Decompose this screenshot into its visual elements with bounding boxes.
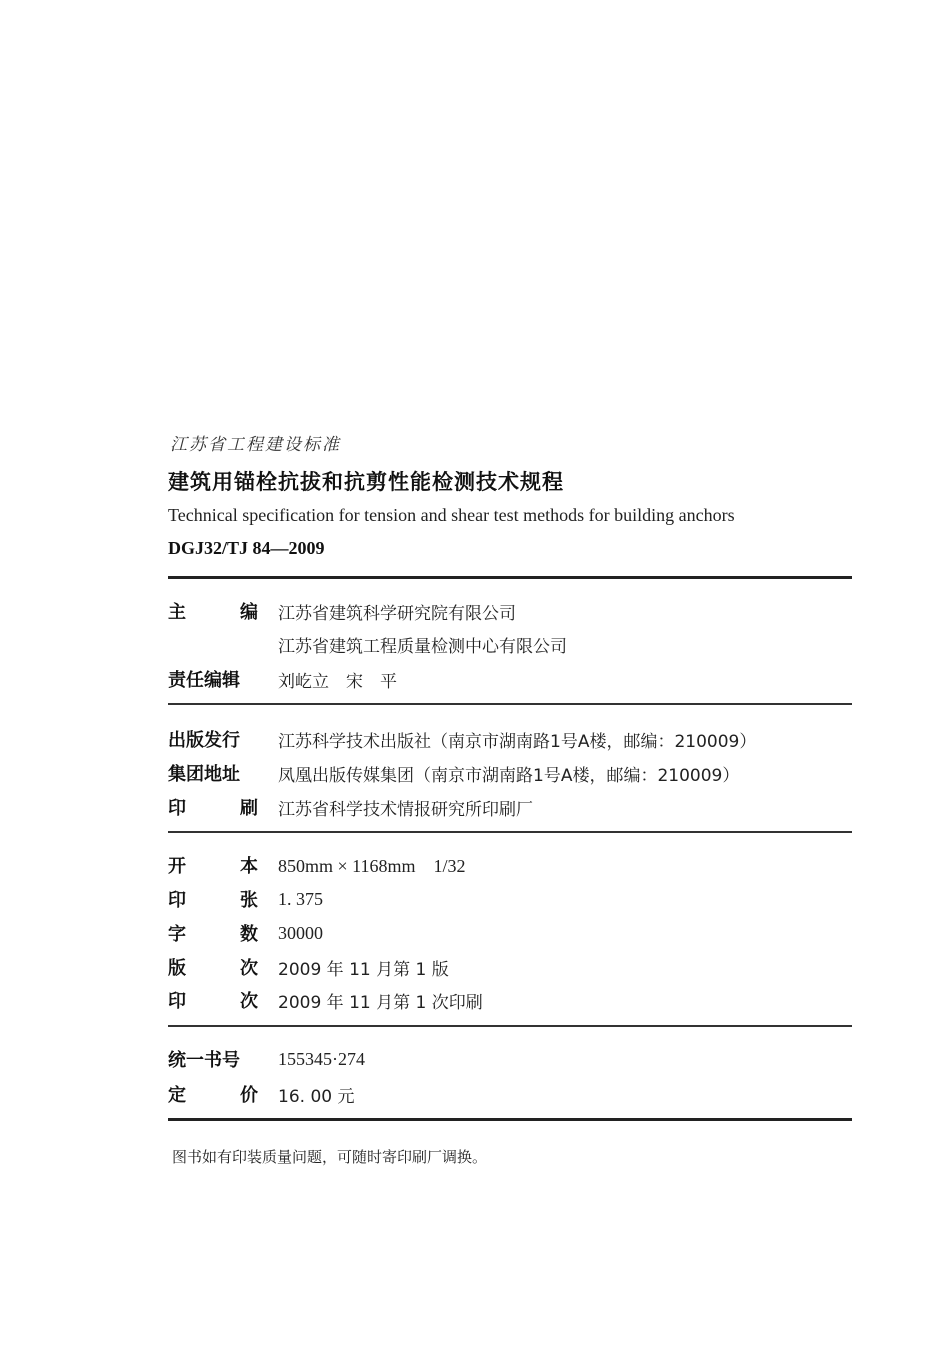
printing-row <box>168 987 483 1013</box>
label-char: 本 <box>240 856 258 877</box>
format-row <box>168 852 466 878</box>
label-char: 刷 <box>240 798 258 819</box>
printer-value: 江苏省科学技术情报研究所印刷厂 <box>278 799 533 820</box>
price-value: 16. 00 元 <box>278 1086 355 1107</box>
label-char: 价 <box>240 1085 258 1106</box>
word-count-value: 30000 <box>278 922 323 943</box>
printing-value: 2009 年 11 月第 1 次印刷 <box>278 992 483 1013</box>
divider-specs <box>168 1025 852 1027</box>
title-chinese: 建筑用锚栓抗拔和抗剪性能检测技术规程 <box>168 470 564 494</box>
chief-editor-row-2 <box>168 631 567 657</box>
divider-publishing <box>168 831 852 833</box>
isbn-value: 155345·274 <box>278 1048 365 1069</box>
label-char: 数 <box>240 924 258 945</box>
divider-editors <box>168 703 852 705</box>
group-address-row <box>168 760 739 786</box>
responsible-editor-row <box>168 666 397 692</box>
isbn-row <box>168 1046 365 1072</box>
chief-editor-label <box>168 598 258 624</box>
format-value: 850mm × 1168mm 1/32 <box>278 856 466 876</box>
group-address-label: 集团地址 <box>168 764 240 785</box>
printing-label <box>168 987 258 1013</box>
responsible-editor-label: 责任编辑 <box>168 670 240 691</box>
chief-editor-row <box>168 598 516 624</box>
printer-row <box>168 794 533 820</box>
responsible-editor-value: 刘屹立 宋 平 <box>278 671 397 692</box>
sheets-value: 1. 375 <box>278 888 323 909</box>
divider-bottom <box>168 1118 852 1121</box>
label-char: 次 <box>240 991 258 1012</box>
label-char: 主 <box>168 602 186 623</box>
publisher-row <box>168 726 756 752</box>
label-char: 印 <box>168 890 186 911</box>
label-char: 字 <box>168 924 186 945</box>
label-char: 版 <box>168 958 186 979</box>
publisher-label: 出版发行 <box>168 730 240 751</box>
quality-note: 图书如有印装质量问题，可随时寄印刷厂调换。 <box>172 1148 488 1166</box>
price-label <box>168 1081 258 1107</box>
edition-value: 2009 年 11 月第 1 版 <box>278 959 449 980</box>
series-name: 江苏省工程建设标准 <box>170 435 341 455</box>
title-english: Technical specification for tension and shear test methods for building anchors <box>168 505 735 525</box>
label-char: 次 <box>240 958 258 979</box>
standard-code: DGJ32/TJ 84—2009 <box>168 538 325 558</box>
chief-editor-value-1: 江苏省建筑科学研究院有限公司 <box>278 603 516 624</box>
sheets-row <box>168 886 323 912</box>
label-char: 印 <box>168 991 186 1012</box>
group-address-value: 凤凰出版传媒集团（南京市湖南路1号A楼，邮编：210009） <box>278 765 740 786</box>
word-count-label <box>168 920 258 946</box>
word-count-row <box>168 920 323 946</box>
publisher-value: 江苏科学技术出版社（南京市湖南路1号A楼，邮编：210009） <box>278 731 757 752</box>
label-char: 定 <box>168 1085 186 1106</box>
chief-editor-value-2: 江苏省建筑工程质量检测中心有限公司 <box>278 636 567 657</box>
divider-top <box>168 576 852 579</box>
sheets-label <box>168 886 258 912</box>
label-char: 印 <box>168 798 186 819</box>
label-char: 开 <box>168 856 186 877</box>
format-label <box>168 852 258 878</box>
edition-row <box>168 954 449 980</box>
price-row <box>168 1081 354 1107</box>
edition-label <box>168 954 258 980</box>
printer-label <box>168 794 258 820</box>
label-char: 张 <box>240 890 258 911</box>
isbn-label: 统一书号 <box>168 1050 240 1071</box>
label-char: 编 <box>240 602 258 623</box>
